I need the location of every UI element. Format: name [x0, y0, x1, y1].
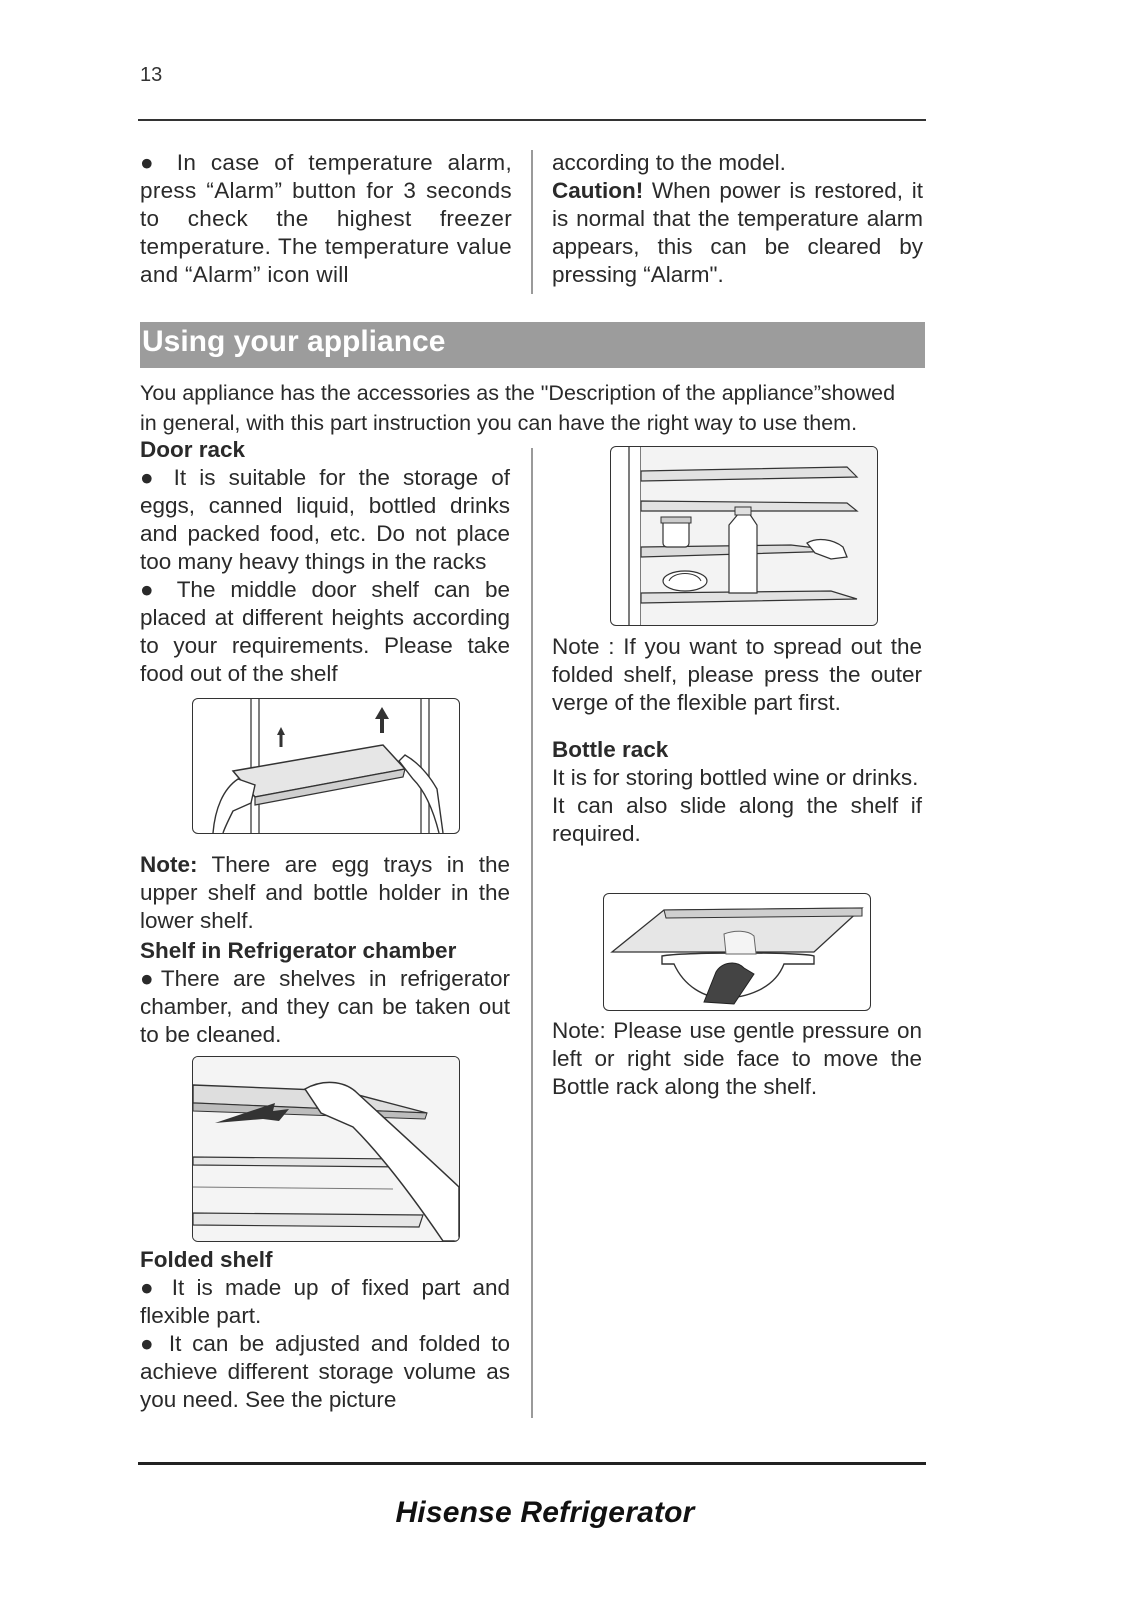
bottle-rack-heading: Bottle rack [552, 737, 669, 762]
folded-shelf-note [552, 633, 922, 717]
door-rack-paragraph-1: ● It is suitable for the storage of eggs, canned liquid, bottled drinks and packed food, etc. Do not place too many heavy things in the racks [140, 465, 510, 574]
folded-shelf-heading: Folded shelf [140, 1247, 273, 1272]
door-rack-paragraph-2: ● The middle door shelf can be placed at different heights according to your requirements. Please take food out of the shelf [140, 577, 510, 686]
brand-footer: Hisense Refrigerator [395, 1496, 695, 1529]
door-rack-note [140, 851, 510, 935]
door-rack-section [140, 436, 510, 688]
shelf-chamber-heading: Shelf in Refrigerator chamber [140, 938, 457, 963]
folded-shelf-note-paragraph: Note : If you want to spread out the folded shelf, please press the outer verge of the flexible part first. [552, 634, 922, 715]
door-rack-illustration [192, 698, 460, 834]
bottle-rack-illustration [603, 893, 871, 1011]
bottle-rack-section [552, 736, 922, 848]
model-line: according to the model. [552, 150, 786, 175]
folded-shelf-paragraph-1: ● It is made up of fixed part and flexible part. [140, 1275, 510, 1328]
page-number: 13 [140, 64, 163, 86]
intro-line-2: in general, with this part instruction you can have the right way to use them. [140, 411, 858, 435]
note-text: There are egg trays in the upper shelf and bottle holder in the lower shelf. [140, 852, 510, 933]
bottle-rack-note-paragraph: Note: Please use gentle pressure on left or right side face to move the Bottle rack along the shelf. [552, 1018, 922, 1099]
section-title: Using your appliance [142, 325, 446, 358]
door-rack-heading: Door rack [140, 437, 246, 462]
shelf-chamber-paragraph: ●There are shelves in refrigerator chamber, and they can be taken out to be cleaned. [140, 966, 510, 1047]
intro-line-1: You appliance has the accessories as the "Description of the appliance”showed [140, 381, 896, 405]
section-intro [140, 378, 940, 438]
shelf-chamber-illustration [192, 1056, 460, 1242]
door-rack-note-paragraph [140, 851, 510, 935]
caution-paragraph [552, 177, 923, 289]
alarm-text-column [140, 149, 512, 289]
caution-text: When power is restored, it is normal that the temperature alarm appears, this can be cleared by pressing “Alarm". [552, 178, 923, 287]
column-divider-top [531, 150, 533, 294]
note-label: Note: [140, 852, 198, 877]
bottle-rack-paragraph-2: It can also slide along the shelf if required. [552, 793, 922, 846]
bottle-rack-note [552, 1017, 922, 1101]
folded-shelf-paragraph-2: ● It can be adjusted and folded to achieve different storage volume as you need. See the picture [140, 1331, 510, 1412]
caution-text-column [552, 149, 923, 289]
alarm-paragraph: ● In case of temperature alarm, press “Alarm” button for 3 seconds to check the highest freezer temperature. The temperature value and “Alarm” icon will [140, 150, 512, 287]
folded-shelf-section [140, 1246, 510, 1414]
folded-shelf-illustration [610, 446, 878, 626]
bottle-rack-paragraph-1: It is for storing bottled wine or drinks. [552, 765, 919, 790]
footer-rule [138, 1462, 926, 1465]
caution-label: Caution! [552, 178, 644, 203]
column-divider-main [531, 448, 533, 1418]
shelf-chamber-section [140, 937, 510, 1049]
header-rule [138, 119, 926, 121]
